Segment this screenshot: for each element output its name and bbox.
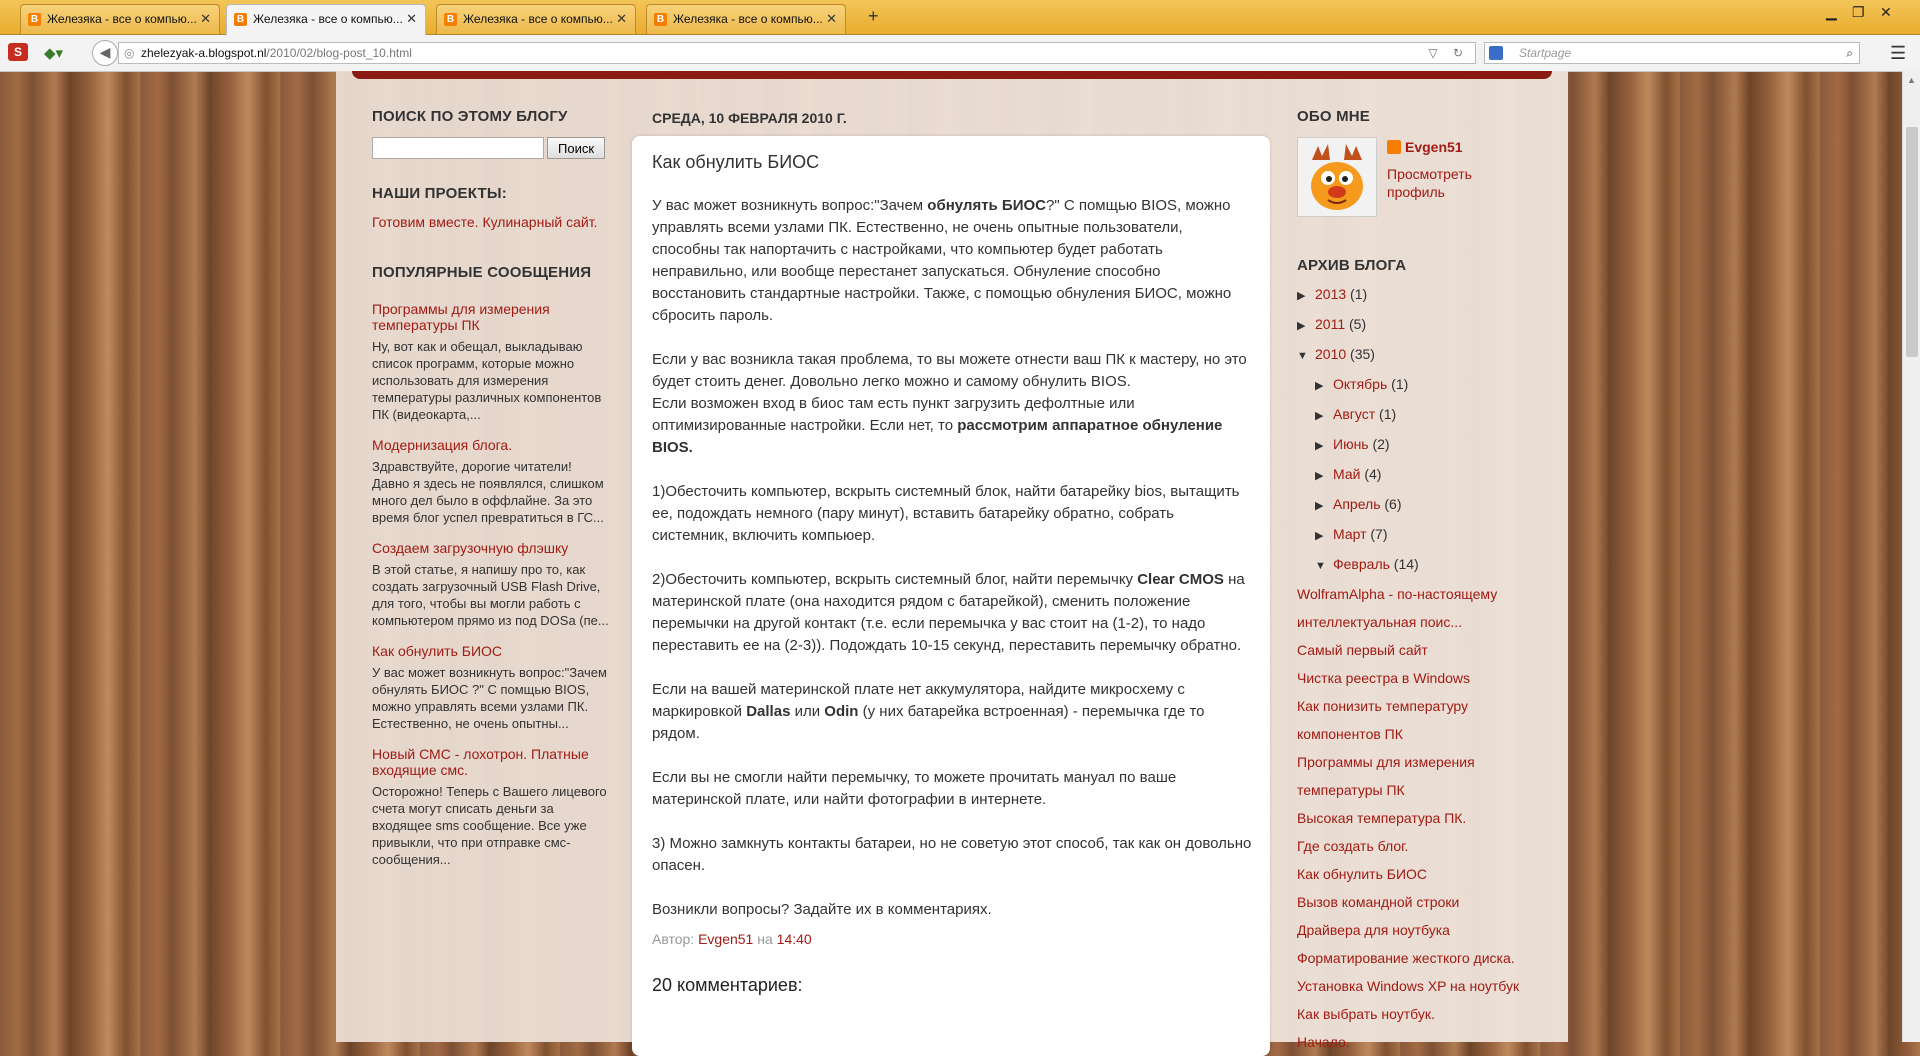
archive-month-link[interactable]: Февраль <box>1333 556 1390 572</box>
archive-month: ▼ Февраль (14) <box>1297 550 1527 580</box>
url-path: /2010/02/blog-post_10.html <box>266 46 412 60</box>
archive-year: ▼ 2010 (35) <box>1297 340 1527 370</box>
blogger-icon: B <box>654 13 667 26</box>
back-button[interactable]: ◀ <box>92 40 118 66</box>
search-placeholder: Startpage <box>1519 46 1572 60</box>
blog-search-input[interactable] <box>372 137 544 159</box>
header-bar <box>352 71 1552 79</box>
tab-2[interactable] <box>226 4 426 35</box>
expand-triangle-icon[interactable]: ▶ <box>1315 440 1324 452</box>
scroll-up-icon[interactable]: ▲ <box>1907 75 1916 85</box>
archive-month: ▶ Октябрь (1) <box>1297 370 1527 400</box>
archive-post-link[interactable]: Как обнулить БИОС <box>1297 866 1428 882</box>
archive-tree <box>1297 280 1527 580</box>
post-paragraph: 2)Обесточить компьютер, вскрыть системный блог, найти перемычку Clear CMOS на материнской плате (она находится рядом с батарейкой), сменить положение перемычки на другой контакт (т.е. если перемычка у вас стоит на (1-2), то надо переставить ее на (2-3)). Подождать 10-15 секунд, переставить перемычку обратно. <box>652 571 1245 654</box>
popular-post <box>372 540 612 629</box>
archive-year-link[interactable]: 2013 <box>1315 286 1347 302</box>
post-date: СРЕДА, 10 ФЕВРАЛЯ 2010 Г. <box>652 110 847 126</box>
post-footer <box>652 931 1252 947</box>
tab-title: Железяка - все о компью... <box>673 12 823 26</box>
post-time-link[interactable]: 14:40 <box>776 931 812 947</box>
archive-month: ▶ Май (4) <box>1297 460 1527 490</box>
avatar[interactable] <box>1297 137 1377 217</box>
archive-month-link[interactable]: Июнь <box>1333 436 1369 452</box>
search-heading: ПОИСК ПО ЭТОМУ БЛОГУ <box>372 108 568 125</box>
expand-triangle-icon[interactable]: ▶ <box>1315 380 1324 392</box>
expand-triangle-icon[interactable]: ▶ <box>1315 410 1324 422</box>
expand-triangle-icon[interactable]: ▶ <box>1315 530 1324 542</box>
archive-post-link[interactable]: WolframAlpha - по-настоящему интеллектуальная поис... <box>1297 586 1498 630</box>
popular-post <box>372 746 612 868</box>
close-icon[interactable]: ✕ <box>406 11 417 26</box>
blogger-icon: B <box>234 13 247 26</box>
close-icon[interactable]: ✕ <box>826 11 837 26</box>
tab-4[interactable] <box>646 4 846 34</box>
blogger-icon: B <box>28 13 41 26</box>
archive-post-link[interactable]: Как выбрать ноутбук. <box>1297 1006 1435 1022</box>
popular-post-title[interactable]: Как обнулить БИОС <box>372 643 503 659</box>
archive-year-link[interactable]: 2011 <box>1315 316 1346 332</box>
post-paragraph: Возникли вопросы? Задайте их в комментариях. <box>652 901 992 918</box>
maximize-icon[interactable]: ❐ <box>1852 4 1865 20</box>
collapse-triangle-icon[interactable]: ▼ <box>1315 560 1326 572</box>
url-host: zhelezyak-a.blogspot.nl <box>141 46 267 60</box>
archive-month-link[interactable]: Май <box>1333 466 1361 482</box>
post-paragraph: Если вы не смогли найти перемычку, то можете прочитать мануал по ваше материнской плате, или найти фотографии в интернете. <box>652 769 1177 808</box>
archive-month-link[interactable]: Апрель <box>1333 496 1381 512</box>
tab-title: Железяка - все о компью... <box>47 12 197 26</box>
post-paragraph: 1)Обесточить компьютер, вскрыть системный блок, найти батарейку bios, вытащить ее, подождать немного (пару минут), вставить батарейку обратно, собрать системник, включить компьюер. <box>652 483 1240 544</box>
popular-post-snippet: Здравствуйте, дорогие читатели! Давно я здесь не появлялся, слишком много дел было в оффлайне. За это время блог успел превратиться в ГС... <box>372 459 604 525</box>
tab-bar <box>0 0 1920 35</box>
archive-post-link[interactable]: Самый первый сайт <box>1297 642 1428 658</box>
archive-post-link[interactable]: Форматирование жесткого диска. <box>1297 950 1515 966</box>
author-link[interactable]: Evgen51 <box>698 931 754 947</box>
archive-post-link[interactable]: Программы для измерения температуры ПК <box>1297 754 1475 798</box>
search-engine-box[interactable] <box>1484 42 1860 64</box>
search-engine-icon[interactable] <box>1489 46 1503 60</box>
s-logo-icon[interactable]: S <box>8 43 28 61</box>
popular-post <box>372 301 612 423</box>
popular-post-snippet: В этой статье, я напишу про то, как создать загрузочный USB Flash Drive, для того, чтобы вы могли работь с компьютером прямо из под DOSa (пе... <box>372 562 609 628</box>
expand-triangle-icon[interactable]: ▶ <box>1297 320 1306 332</box>
right-sidebar <box>1297 108 1527 1056</box>
popular-heading: ПОПУЛЯРНЫЕ СООБЩЕНИЯ <box>372 264 592 281</box>
post-paragraph: 3) Можно замкнуть контакты батареи, но не советую этот способ, так как он довольно опасен. <box>652 835 1252 874</box>
globe-icon: ◎ <box>124 46 135 60</box>
at-label: на <box>757 931 773 947</box>
left-sidebar <box>372 108 612 882</box>
post-paragraph: Если на вашей материнской плате нет аккумулятора, найдите микросхему с маркировкой Dallas или Odin (у них батарейка встроенная) - перемычка где то рядом. <box>652 681 1205 742</box>
popular-post-snippet: Осторожно! Теперь с Вашего лицевого счета могут списать деньги за входящее sms сообщение. Все уже привыкли, что при отправке смс-сообщения... <box>372 784 607 867</box>
post-paragraph: Если у вас возникла такая проблема, то вы можете отнести ваш ПК к мастеру, но это будет стоить денег. Довольно легко можно и самому обнулить BIOS. Если возможен вход в биос там есть пункт загрузить дефолтные или оптимизированные настройки. Если нет, то рассмотрим аппаратное обнуление BIOS. <box>652 351 1247 456</box>
blog-search-button[interactable]: Поиск <box>547 137 605 159</box>
popular-post-title[interactable]: Новый СМС - лохотрон. Платные входящие смс. <box>372 746 589 778</box>
tab-1[interactable] <box>20 4 220 34</box>
blogger-icon <box>1387 140 1401 154</box>
archive-year: ▶ 2013 (1) <box>1297 280 1527 310</box>
popular-post-title[interactable]: Программы для измерения температуры ПК <box>372 301 550 333</box>
profile-name-link[interactable]: Evgen51 <box>1387 139 1463 155</box>
new-tab-icon[interactable]: + <box>868 6 879 26</box>
popular-post-snippet: У вас может возникнуть вопрос:"Зачем обнулять БИОС ?" С помщью BIOS, можно управлять всеми узлами ПК. Естественно, не очень опытны... <box>372 665 607 731</box>
archive-year: ▶ 2011 (5) <box>1297 310 1527 340</box>
minimize-icon[interactable]: ▁ <box>1826 4 1837 20</box>
menu-icon[interactable]: ☰ <box>1890 43 1907 63</box>
archive-month: ▶ Март (7) <box>1297 520 1527 550</box>
search-icon[interactable]: ⌕ <box>1846 46 1853 60</box>
tab-3[interactable] <box>436 4 636 34</box>
popular-post-snippet: Ну, вот как и обещал, выкладываю список программ, которые можно использовать для измерения температуры различных компонентов ПК (видеокарта,... <box>372 339 602 422</box>
profile <box>1297 137 1527 217</box>
collapse-triangle-icon[interactable]: ▼ <box>1297 350 1308 362</box>
author-label: Автор: <box>652 931 695 947</box>
post-card <box>632 136 1270 1056</box>
archive-post-link[interactable]: Начало. <box>1297 1034 1350 1050</box>
expand-triangle-icon[interactable]: ▶ <box>1315 500 1324 512</box>
tab-title: Железяка - все о компью... <box>463 12 613 26</box>
archive-post-link[interactable]: Где создать блог. <box>1297 838 1409 854</box>
scroll-thumb[interactable] <box>1906 127 1918 357</box>
post-body <box>652 195 1252 921</box>
expand-triangle-icon[interactable]: ▶ <box>1297 290 1306 302</box>
tab-title: Железяка - все о компью... <box>253 12 403 26</box>
vertical-scrollbar[interactable] <box>1902 71 1920 1042</box>
reload-icon[interactable]: ▽ ↻ <box>1428 46 1469 60</box>
blog-search <box>372 137 612 159</box>
popular-post <box>372 437 612 526</box>
archive-post-link[interactable]: Как понизить температуру компонентов ПК <box>1297 698 1469 742</box>
comments-heading: 20 комментариев: <box>652 975 803 995</box>
archive-month-link[interactable]: Август <box>1333 406 1376 422</box>
about-heading: ОБО МНЕ <box>1297 108 1371 125</box>
popular-post <box>372 643 612 732</box>
archive-month-link[interactable]: Март <box>1333 526 1367 542</box>
archive-month: ▶ Июнь (2) <box>1297 430 1527 460</box>
projects-heading: НАШИ ПРОЕКТЫ: <box>372 185 507 202</box>
post-paragraph: У вас может возникнуть вопрос:"Зачем обнулять БИОС?" С помщью BIOS, можно управлять всеми узлами ПК. Естественно, не очень опытные пользователи, способны так напортачить с настройками, что компьютер будет работать неправильно, или вообще перестанет запускаться. Обнуление способно восстановить стандартные настройки. Также, с помощью обнуления БИОС, можно сбросить пароль. <box>652 197 1232 324</box>
archive-post-link[interactable]: Чистка реестра в Windows <box>1297 670 1471 686</box>
archive-posts <box>1297 580 1527 1056</box>
archive-month: ▶ Август (1) <box>1297 400 1527 430</box>
post-title[interactable]: Как обнулить БИОС <box>652 152 820 172</box>
popular-post-title[interactable]: Модернизация блога. <box>372 437 513 453</box>
addon-icon[interactable]: ◆▾ <box>44 45 64 62</box>
expand-triangle-icon[interactable]: ▶ <box>1315 470 1324 482</box>
close-icon[interactable]: ✕ <box>200 11 211 26</box>
archive-year-link[interactable]: 2010 <box>1315 346 1347 362</box>
archive-month-link[interactable]: Октябрь <box>1333 376 1388 392</box>
nav-toolbar <box>0 35 1920 72</box>
address-bar[interactable] <box>118 42 1476 64</box>
projects-link[interactable]: Готовим вместе. Кулинарный сайт. <box>372 214 598 230</box>
archive-post-link[interactable]: Высокая температура ПК. <box>1297 810 1467 826</box>
close-icon[interactable]: ✕ <box>616 11 627 26</box>
archive-post-link[interactable]: Установка Windows XP на ноутбук <box>1297 978 1520 994</box>
moose-avatar-icon <box>1298 138 1376 216</box>
archive-month: ▶ Апрель (6) <box>1297 490 1527 520</box>
archive-post-link[interactable]: Вызов командной строки <box>1297 894 1460 910</box>
view-profile-link[interactable]: Просмотреть профиль <box>1387 166 1472 200</box>
blogger-icon: B <box>444 13 457 26</box>
archive-heading: АРХИВ БЛОГА <box>1297 257 1407 274</box>
archive-post-link[interactable]: Драйвера для ноутбука <box>1297 922 1450 938</box>
window-close-icon[interactable]: ✕ <box>1880 4 1892 20</box>
popular-post-title[interactable]: Создаем загрузочную флэшку <box>372 540 569 556</box>
